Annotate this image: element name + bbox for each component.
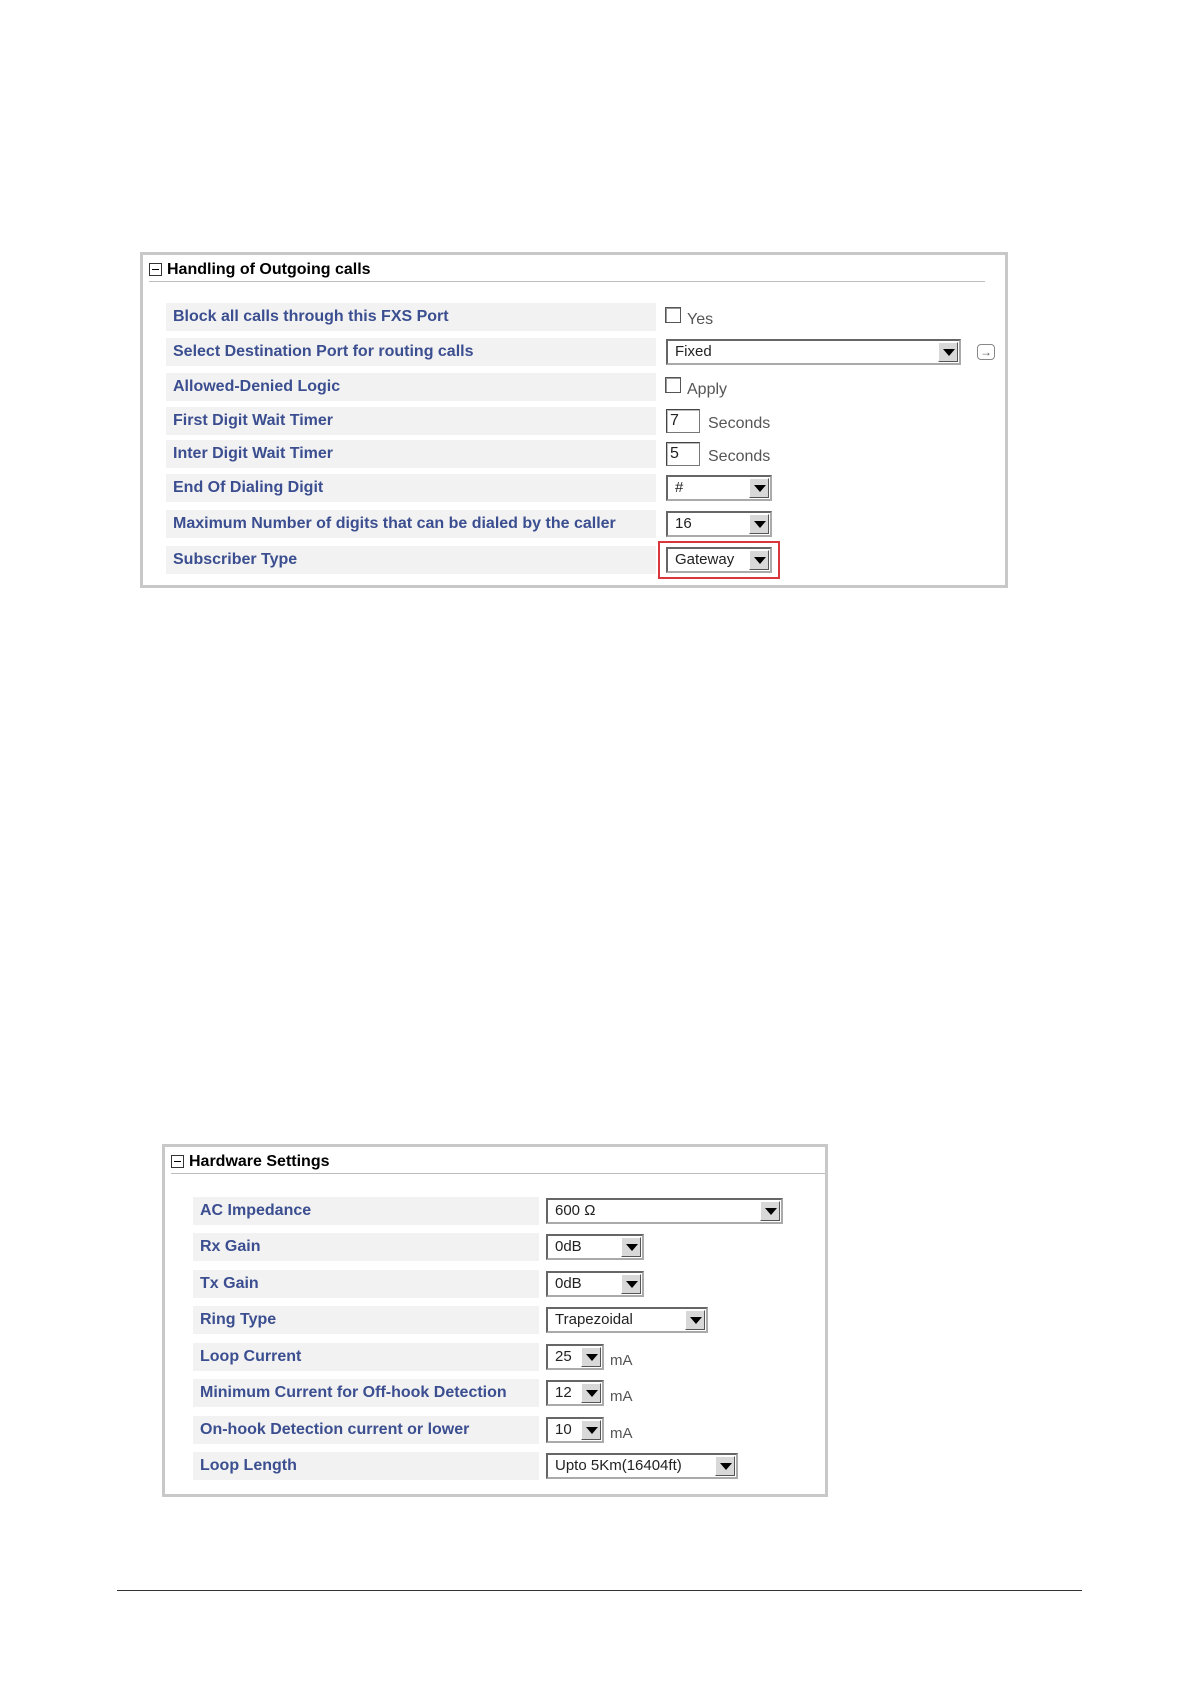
first-digit-input[interactable]: 7	[666, 409, 700, 433]
loop-current-unit: mA	[610, 1351, 633, 1369]
min-current-label: Minimum Current for Off-hook Detection	[193, 1379, 539, 1407]
ac-impedance-row	[193, 1197, 803, 1225]
chevron-down-icon[interactable]	[621, 1237, 641, 1257]
subscriber-type-highlight	[658, 541, 780, 579]
chevron-down-icon[interactable]	[581, 1347, 601, 1367]
subscriber-type-value: Gateway	[675, 551, 735, 568]
block-calls-checkbox-label: Yes	[687, 311, 714, 328]
loop-length-row	[193, 1452, 803, 1480]
end-digit-select[interactable]	[666, 475, 772, 501]
end-digit-label: End Of Dialing Digit	[166, 474, 656, 502]
ring-type-value: Trapezoidal	[555, 1311, 633, 1328]
onhook-current-select[interactable]	[546, 1417, 604, 1443]
hardware-settings-header[interactable]	[171, 1150, 825, 1174]
panel-title: Hardware Settings	[189, 1152, 330, 1170]
chevron-down-icon[interactable]	[621, 1274, 641, 1294]
loop-current-row	[193, 1343, 803, 1371]
chevron-down-icon[interactable]	[938, 342, 958, 362]
outgoing-calls-header[interactable]	[149, 258, 985, 282]
ring-type-select[interactable]	[546, 1307, 708, 1333]
chevron-down-icon[interactable]	[749, 478, 769, 498]
max-digits-value: 16	[675, 515, 692, 532]
first-digit-row	[166, 407, 986, 435]
ring-type-label: Ring Type	[193, 1306, 539, 1334]
chevron-down-icon[interactable]	[749, 514, 769, 534]
min-current-row	[193, 1379, 803, 1407]
loop-length-select[interactable]	[546, 1453, 738, 1479]
loop-current-select[interactable]	[546, 1344, 604, 1370]
chevron-down-icon[interactable]	[581, 1420, 601, 1440]
loop-current-value: 25	[555, 1348, 572, 1365]
destination-port-value: Fixed	[675, 343, 712, 360]
subscriber-type-row	[166, 546, 986, 574]
first-digit-label: First Digit Wait Timer	[166, 407, 656, 435]
destination-port-label: Select Destination Port for routing calls	[166, 338, 656, 366]
allowed-denied-checkbox[interactable]	[665, 377, 681, 393]
tx-gain-select[interactable]	[546, 1271, 644, 1297]
outgoing-calls-panel	[140, 252, 1008, 588]
block-calls-row	[166, 303, 986, 331]
tx-gain-row	[193, 1270, 803, 1298]
onhook-current-row	[193, 1416, 803, 1444]
block-calls-checkbox[interactable]	[665, 307, 681, 323]
onhook-current-unit: mA	[610, 1424, 633, 1442]
panel-title: Handling of Outgoing calls	[167, 260, 371, 278]
footer-divider	[117, 1590, 1082, 1591]
first-digit-unit: Seconds	[708, 415, 771, 432]
inter-digit-row	[166, 440, 986, 468]
goto-arrow-icon[interactable]: →	[977, 344, 995, 360]
hardware-settings-panel	[162, 1144, 828, 1497]
subscriber-type-label: Subscriber Type	[166, 546, 656, 574]
inter-digit-label: Inter Digit Wait Timer	[166, 440, 656, 468]
ac-impedance-select[interactable]	[546, 1198, 783, 1224]
rx-gain-select[interactable]	[546, 1234, 644, 1260]
chevron-down-icon[interactable]	[760, 1201, 780, 1221]
collapse-icon[interactable]	[171, 1155, 184, 1168]
allowed-denied-label: Allowed-Denied Logic	[166, 373, 656, 401]
min-current-unit: mA	[610, 1387, 633, 1405]
max-digits-row	[166, 510, 986, 538]
loop-length-value: Upto 5Km(16404ft)	[555, 1457, 682, 1474]
max-digits-label: Maximum Number of digits that can be dialed by the caller	[166, 510, 656, 538]
end-digit-value: #	[675, 479, 684, 496]
allowed-denied-checkbox-label: Apply	[687, 381, 728, 398]
tx-gain-label: Tx Gain	[193, 1270, 539, 1298]
destination-port-row	[166, 338, 992, 366]
allowed-denied-row	[166, 373, 986, 401]
destination-port-select[interactable]	[666, 339, 961, 365]
loop-length-label: Loop Length	[193, 1452, 539, 1480]
ac-impedance-label: AC Impedance	[193, 1197, 539, 1225]
end-digit-row	[166, 474, 986, 502]
rx-gain-label: Rx Gain	[193, 1233, 539, 1261]
onhook-current-label: On-hook Detection current or lower	[193, 1416, 539, 1444]
inter-digit-input[interactable]: 5	[666, 442, 700, 466]
onhook-current-value: 10	[555, 1421, 572, 1438]
tx-gain-value: 0dB	[555, 1275, 582, 1292]
max-digits-select[interactable]	[666, 511, 772, 537]
inter-digit-unit: Seconds	[708, 448, 771, 465]
block-calls-label: Block all calls through this FXS Port	[166, 303, 656, 331]
chevron-down-icon[interactable]	[715, 1456, 735, 1476]
rx-gain-value: 0dB	[555, 1238, 582, 1255]
min-current-select[interactable]	[546, 1380, 604, 1406]
collapse-icon[interactable]	[149, 263, 162, 276]
chevron-down-icon[interactable]	[581, 1383, 601, 1403]
ac-impedance-value: 600 Ω	[555, 1202, 596, 1219]
min-current-value: 12	[555, 1384, 572, 1401]
rx-gain-row	[193, 1233, 803, 1261]
chevron-down-icon[interactable]	[685, 1310, 705, 1330]
ring-type-row	[193, 1306, 803, 1334]
loop-current-label: Loop Current	[193, 1343, 539, 1371]
